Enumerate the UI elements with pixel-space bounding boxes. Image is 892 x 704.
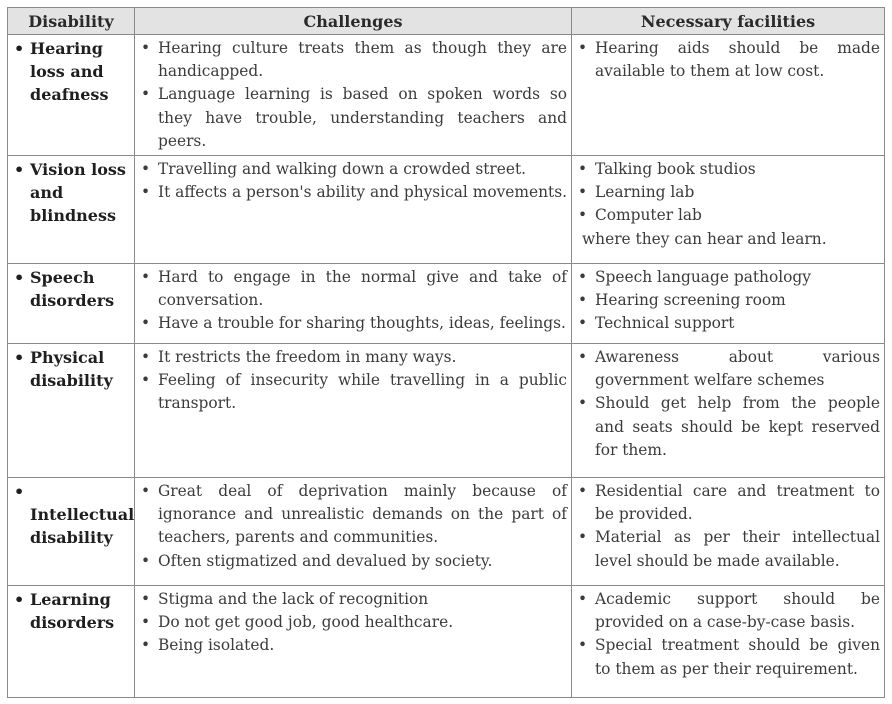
list-item: • Hearing screening room [578,289,880,312]
list-item: • Should get help from the people and seats should be kept reserved for them. [578,394,880,459]
list-item: • Computer lab [578,204,880,227]
challenges-list [141,266,567,336]
header-facilities: Necessary facilities [572,8,885,35]
list-item: • It restricts the freedom in many ways. [141,346,567,369]
list-item: • Often stigmatized and devalued by society. [141,550,567,573]
table-row [8,478,885,586]
bullet-icon: • [141,613,151,632]
list-item: • Hearing culture treats them as though they are handicapped. [141,39,567,81]
list-item: • Learning lab [578,181,880,204]
challenges-list [141,480,567,573]
disability-label: • Speech disorders [14,266,130,312]
bullet-icon: • [578,183,588,202]
challenges-list [141,346,567,416]
challenges-cell [135,344,572,478]
list-item: • Hard to engage in the normal give and take of conversation. [141,268,567,310]
challenges-list [141,37,567,153]
bullet-icon: • [578,206,588,225]
table-row [8,35,885,156]
list-item: • Do not get good job, good healthcare. [141,611,567,634]
bullet-icon: • [578,482,588,501]
bullet-icon: • [141,371,151,390]
disability-label: • Vision loss and blindness [14,158,130,227]
list-item: • Technical support [578,312,880,335]
facilities-list [578,346,880,462]
disability-cell [8,35,135,156]
table-row [8,586,885,698]
disability-label: • Hearing loss and deafness [14,37,130,106]
disability-cell [8,586,135,698]
bullet-icon: • [578,636,588,655]
facilities-cell [572,344,885,478]
table-row [8,156,885,264]
challenges-cell [135,264,572,344]
facilities-cell [572,264,885,344]
header-challenges: Challenges [135,8,572,35]
facilities-cell [572,35,885,156]
list-item: • Talking book studios [578,158,880,181]
bullet-icon: • [578,268,588,287]
challenges-list [141,588,567,658]
facilities-list [578,37,880,83]
facilities-list [578,158,880,228]
table-row [8,264,885,344]
disability-cell [8,478,135,586]
facilities-list [578,588,880,681]
disability-cell [8,264,135,344]
facilities-cell [572,478,885,586]
bullet-icon: • [578,314,588,333]
list-item: • Stigma and the lack of recognition [141,588,567,611]
list-item: • Hearing aids should be made available to them at low cost. [578,39,880,81]
disability-label: • Physical disability [14,346,130,392]
bullet-icon: • [578,291,588,310]
bullet-icon: • [141,314,151,333]
bullet-icon: • [141,85,151,104]
disability-cell [8,156,135,264]
list-item: • Great deal of deprivation mainly because of ignorance and unrealistic demands on the part of teachers, parents and communities. [141,482,567,547]
bullet-icon: • [141,183,151,202]
bullet-icon: • [578,590,588,609]
bullet-icon: • [578,348,588,367]
header-disability: Disability [8,8,135,35]
list-item: • Special treatment should be given to them as per their requirement. [578,636,880,678]
challenges-cell [135,156,572,264]
facilities-cell [572,586,885,698]
bullet-icon: • [578,160,588,179]
list-item: • Have a trouble for sharing thoughts, ideas, feelings. [141,312,567,335]
bullet-icon: • [141,39,151,57]
list-item: • Residential care and treatment to be provided. [578,482,880,524]
header-row [8,8,885,35]
disability-label: • Learning disorders [14,588,130,634]
bullet-icon: • [141,482,151,501]
bullet-icon: • [141,160,151,179]
challenges-list [141,158,567,204]
facilities-list [578,480,880,573]
bullet-icon: • [578,39,588,57]
challenges-cell [135,586,572,698]
disability-label: • Intellectual disability [14,480,130,549]
facilities-cell [572,156,885,264]
list-item: • It affects a person's ability and physical movements. [141,181,567,204]
list-item: • Material as per their intellectual level should be made available. [578,528,880,570]
list-item: • Feeling of insecurity while travelling in a public transport. [141,371,567,413]
disability-cell [8,344,135,478]
challenges-cell [135,35,572,156]
list-item: • Speech language pathology [578,266,880,289]
facilities-continuation: where they can hear and learn. [582,229,827,248]
disability-table [7,7,885,698]
table-row [8,344,885,478]
list-item: • Language learning is based on spoken words so they have trouble, understanding teachers and peers. [141,85,567,150]
list-item: • Academic support should be provided on a case-by-case basis. [578,590,880,632]
list-item: • Being isolated. [141,634,567,657]
list-item: • Awareness about various government welfare schemes [578,348,880,390]
bullet-icon: • [141,348,151,367]
facilities-list [578,266,880,336]
bullet-icon: • [578,394,588,413]
bullet-icon: • [141,551,151,570]
list-item: • Travelling and walking down a crowded street. [141,158,567,181]
challenges-cell [135,478,572,586]
bullet-icon: • [578,528,588,547]
bullet-icon: • [141,590,151,609]
bullet-icon: • [141,268,151,287]
bullet-icon: • [141,636,151,655]
